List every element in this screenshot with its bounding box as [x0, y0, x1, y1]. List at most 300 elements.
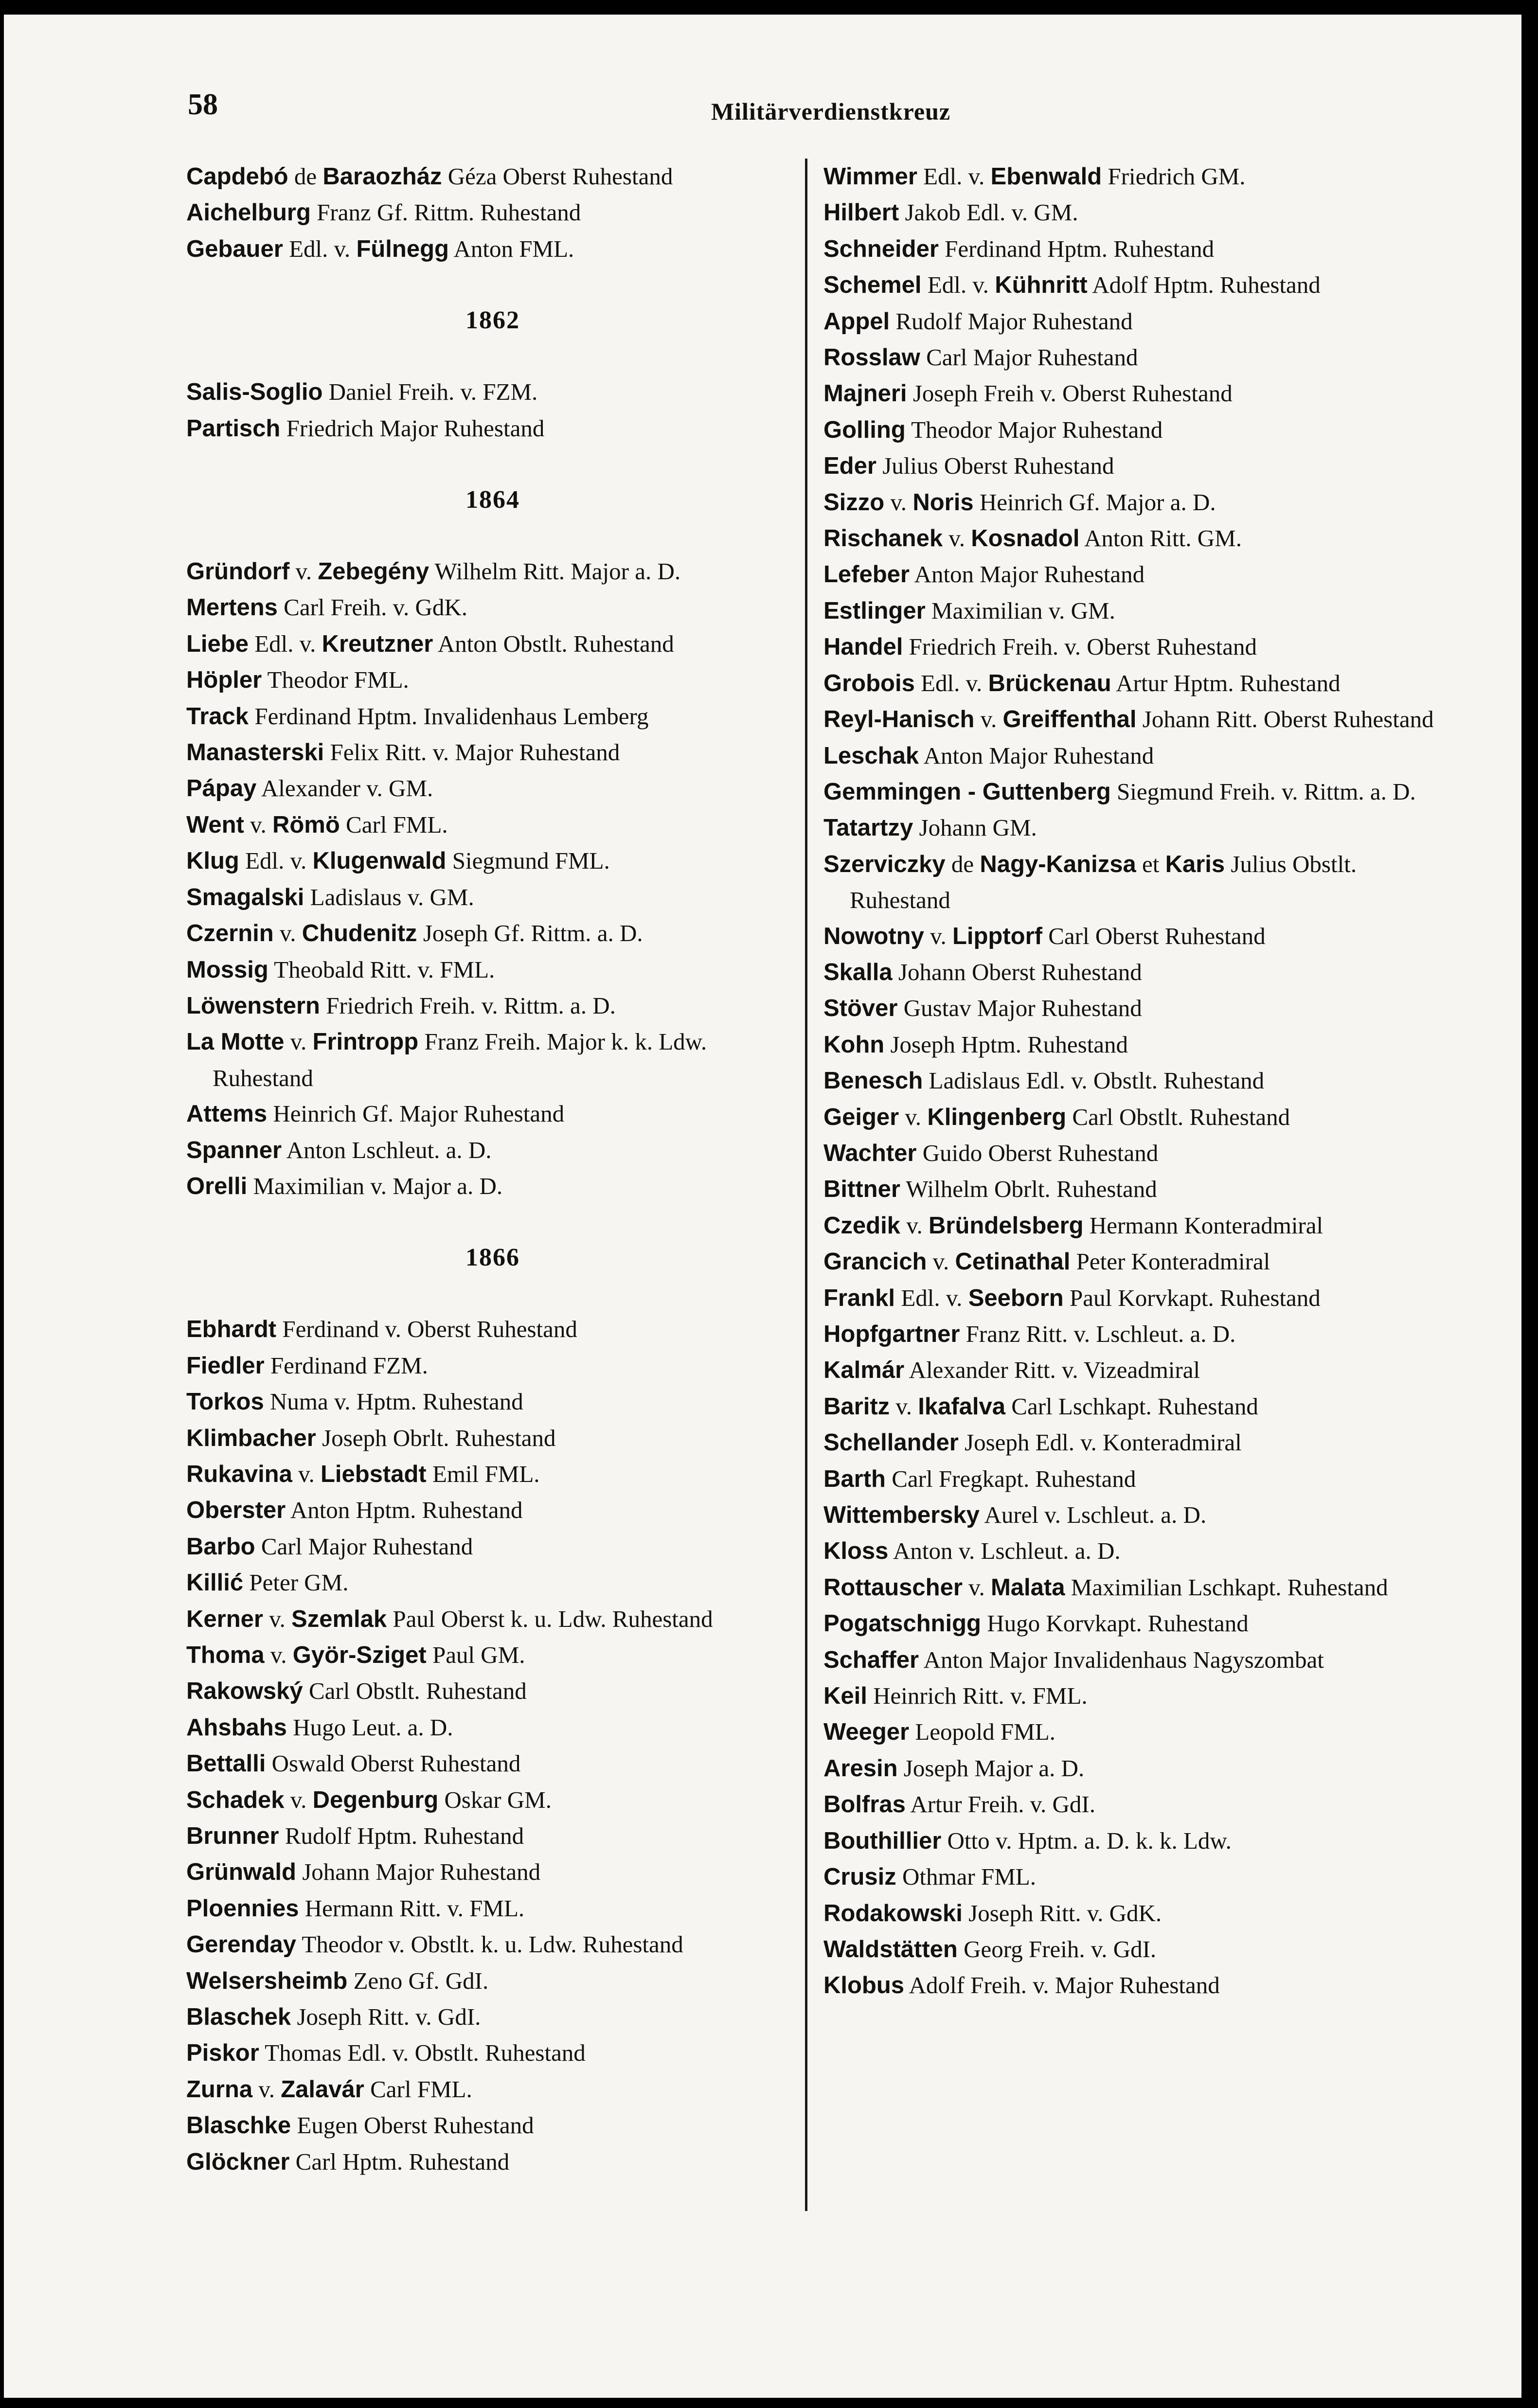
entry-text: Carl Hptm. Ruhestand: [289, 2148, 510, 2175]
entry-name: Wimmer: [823, 163, 917, 190]
list-entry: [823, 954, 1436, 990]
entry-name: Leschak: [823, 742, 919, 769]
list-entry: [823, 1859, 1436, 1895]
entry-name: Welsersheimb: [186, 1967, 348, 1994]
entry-text: Anton Ritt. GM.: [1079, 525, 1242, 552]
entry-name: Orelli: [186, 1173, 248, 1199]
entry-text: Rudolf Major Ruhestand: [890, 307, 1133, 335]
entry-text: Carl Oberst Ruhestand: [1042, 922, 1266, 949]
entry-text: v.: [252, 2075, 281, 2103]
entry-name: Baritz: [823, 1393, 890, 1420]
entry-text: Ladislaus Edl. v. Obstlt. Ruhestand: [923, 1067, 1265, 1094]
entry-name: Grünwald: [186, 1859, 296, 1886]
entry-text: v.: [264, 1641, 293, 1668]
list-entry: [823, 1099, 1436, 1135]
entry-text: Friedrich Freih. v. Oberst Ruhestand: [903, 633, 1257, 660]
list-entry: [823, 738, 1436, 774]
entry-name: Liebe: [186, 630, 249, 657]
list-entry: [823, 1063, 1436, 1099]
entry-name: Klimbacher: [186, 1425, 316, 1451]
list-entry: [186, 1746, 799, 1782]
entry-name-predicate: Noris: [912, 489, 974, 516]
list-entry: [823, 1895, 1436, 1931]
list-entry: [186, 1818, 799, 1854]
entry-name: Löwenstern: [186, 992, 320, 1019]
entry-text: Numa v. Hptm. Ruhestand: [264, 1388, 523, 1415]
entry-text: v.: [273, 920, 302, 947]
entry-name-predicate: Zalavár: [281, 2076, 364, 2103]
list-entry: [823, 629, 1436, 665]
entry-text: Adolf Freih. v. Major Ruhestand: [904, 1972, 1220, 1999]
entry-name: Czernin: [186, 920, 274, 947]
entry-text: Emil FML.: [426, 1460, 540, 1487]
entry-name: Attems: [186, 1101, 268, 1127]
entry-text: Heinrich Gf. Major a. D.: [973, 488, 1216, 516]
entry-name-predicate: Fülnegg: [356, 235, 449, 262]
entry-text: Edl. v.: [239, 847, 313, 874]
entry-text: Paul GM.: [426, 1641, 525, 1668]
entry-text: Edl. v.: [283, 235, 357, 262]
year-heading: 1866: [465, 1244, 520, 1272]
entry-text: Joseph Edl. v. Konteradmiral: [958, 1429, 1242, 1456]
entry-text: Leopold FML.: [909, 1718, 1055, 1746]
entry-text: Heinrich Gf. Major Ruhestand: [267, 1100, 565, 1127]
entry-text: Oswald Oberst Ruhestand: [266, 1750, 521, 1777]
entry-name: Kloss: [823, 1538, 889, 1565]
entry-name-predicate: Szemlak: [291, 1605, 387, 1632]
list-entry: [186, 1384, 799, 1420]
entry-name-predicate: Römö: [272, 811, 340, 838]
entry-text: v.: [962, 1573, 991, 1601]
entry-name-predicate: Kreutzner: [322, 630, 433, 657]
entry-name: Went: [186, 811, 244, 838]
entry-text: Peter GM.: [243, 1569, 349, 1596]
entry-name: Capdebó: [186, 163, 288, 190]
entry-text: v.: [974, 706, 1003, 733]
entry-text: v.: [292, 1460, 321, 1487]
list-entry: [186, 879, 799, 915]
list-entry: [823, 1389, 1436, 1425]
entry-name: Wachter: [823, 1140, 917, 1166]
entry-text: Hugo Korvkapt. Ruhestand: [981, 1610, 1249, 1637]
right-column: [823, 159, 1436, 2004]
entry-text: Theodor Major Ruhestand: [905, 416, 1163, 443]
entry-text: Anton v. Lschleut. a. D.: [888, 1537, 1121, 1565]
entry-text: Theodor FML.: [262, 666, 409, 694]
entry-text: Joseph Obrlt. Ruhestand: [316, 1424, 556, 1451]
entry-name: Majneri: [823, 380, 907, 407]
list-entry: [186, 1601, 799, 1637]
entry-text: Gustav Major Ruhestand: [897, 995, 1142, 1022]
list-entry: [823, 1425, 1436, 1461]
list-entry: [186, 2035, 799, 2071]
entry-text: Rudolf Hptm. Ruhestand: [279, 1822, 524, 1850]
entry-text: v.: [943, 525, 971, 552]
list-entry: [823, 520, 1436, 556]
entry-text: Wilhelm Ritt. Major a. D.: [429, 558, 681, 585]
entry-text: Jakob Edl. v. GM.: [899, 199, 1078, 226]
entry-name: Grobois: [823, 670, 915, 696]
entry-name: Mossig: [186, 956, 268, 983]
entry-name: Rosslaw: [823, 344, 920, 371]
entry-name: Track: [186, 703, 249, 730]
entry-text: Ladislaus v. GM.: [304, 883, 474, 910]
entry-name: Skalla: [823, 959, 893, 985]
entry-name-predicate: Klingenberg: [927, 1104, 1067, 1130]
entry-text: Edl. v.: [914, 669, 988, 696]
entry-name: Gebauer: [186, 235, 283, 262]
entry-name: Frankl: [823, 1284, 895, 1311]
list-entry: [823, 1135, 1436, 1171]
entry-text: v.: [899, 1103, 928, 1130]
list-entry: [186, 734, 799, 770]
entry-name: Stöver: [823, 995, 898, 1022]
entry-text: Joseph Major a. D.: [897, 1754, 1085, 1782]
entry-text: Anton FML.: [448, 235, 574, 262]
entry-name: Schemel: [823, 272, 922, 299]
entry-name: Kalmár: [823, 1357, 905, 1384]
entry-name: Thoma: [186, 1642, 265, 1668]
entry-name: Höpler: [186, 667, 262, 694]
entry-name-predicate: Degenburg: [312, 1786, 439, 1813]
entry-text: Adolf Hptm. Ruhestand: [1087, 271, 1321, 299]
list-entry: [823, 231, 1436, 267]
entry-text: Ferdinand v. Oberst Ruhestand: [276, 1316, 577, 1343]
entry-text: v.: [900, 1212, 929, 1239]
list-entry: [823, 1352, 1436, 1388]
entry-text: v.: [263, 1605, 292, 1632]
entry-text: Carl Obstlt. Ruhestand: [303, 1677, 527, 1705]
entry-text: Joseph Ritt. v. GdK.: [962, 1899, 1162, 1926]
list-entry: [823, 810, 1436, 846]
list-entry: [823, 1208, 1436, 1244]
entry-text: v.: [927, 1248, 955, 1275]
list-entry: [823, 1280, 1436, 1316]
entry-text: Anton Major Ruhestand: [910, 561, 1145, 588]
page-number: 58: [188, 88, 218, 121]
entry-name: Killić: [186, 1570, 244, 1596]
entry-text: Felix Ritt. v. Major Ruhestand: [324, 739, 620, 766]
entry-text: Maximilian v. GM.: [925, 597, 1115, 624]
entry-name-predicate: Kosnadol: [971, 525, 1080, 552]
list-entry: [186, 770, 799, 806]
list-entry: [823, 1750, 1436, 1786]
list-entry: [823, 556, 1436, 592]
entry-text: Johann Oberst Ruhestand: [892, 958, 1142, 985]
entry-text: Franz Freih. Major k. k. Ldw. Ruhestand: [213, 1028, 707, 1091]
entry-name: Sizzo: [823, 489, 885, 516]
entry-name: Ploennies: [186, 1895, 299, 1922]
entry-text: v.: [890, 1392, 918, 1420]
entry-text: Carl Lschkapt. Ruhestand: [1005, 1392, 1258, 1420]
entry-name: Aresin: [823, 1755, 898, 1782]
list-entry: [823, 412, 1436, 448]
entry-text: Maximilian Lschkapt. Ruhestand: [1065, 1573, 1388, 1601]
entry-name-predicate: Ebenwald: [990, 163, 1102, 190]
entry-name: Eder: [823, 453, 876, 480]
list-entry: [186, 1096, 799, 1132]
entry-name: Golling: [823, 416, 906, 443]
entry-name: Oberster: [186, 1497, 286, 1524]
entry-name: Spanner: [186, 1137, 282, 1163]
entry-text: Carl FML.: [340, 811, 448, 838]
entry-text: Joseph Gf. Rittm. a. D.: [417, 920, 643, 947]
entry-name: Salis-Soglio: [186, 379, 323, 406]
list-entry: [186, 1710, 799, 1746]
running-title: Militärverdienstkreuz: [711, 98, 951, 125]
entry-text: Franz Gf. Rittm. Ruhestand: [310, 199, 581, 226]
list-entry: [823, 1497, 1436, 1533]
entry-text: Anton Major Invalidenhaus Nagyszombat: [919, 1646, 1324, 1673]
list-entry: [186, 626, 799, 662]
year-heading: 1862: [465, 306, 520, 335]
entry-text: Siegmund FML.: [446, 847, 610, 874]
list-entry: [186, 1492, 799, 1528]
list-entry: [186, 1999, 799, 2035]
entry-name: Schadek: [186, 1786, 285, 1813]
list-entry: [186, 1168, 799, 1204]
list-entry: [186, 1782, 799, 1818]
entry-text: Carl Obstlt. Ruhestand: [1066, 1103, 1290, 1130]
entry-text: Hugo Leut. a. D.: [286, 1713, 453, 1741]
list-entry: [823, 1605, 1436, 1641]
list-entry: [823, 990, 1436, 1026]
entry-text: Hermann Ritt. v. FML.: [299, 1894, 525, 1922]
entry-name-predicate: Ikafalva: [918, 1393, 1006, 1420]
entry-text: Edl. v.: [921, 271, 995, 299]
list-entry: [186, 698, 799, 734]
list-entry: [823, 195, 1436, 231]
entry-text: Thomas Edl. v. Obstlt. Ruhestand: [259, 2039, 586, 2067]
list-entry: [186, 952, 799, 988]
list-entry: [186, 807, 799, 843]
entry-text: Julius Oberst Ruhestand: [876, 452, 1114, 480]
list-entry: [823, 1027, 1436, 1063]
list-entry: [823, 1678, 1436, 1714]
entry-text: Paul Korvkapt. Ruhestand: [1063, 1284, 1321, 1311]
entry-text: Wilhelm Obrlt. Ruhestand: [900, 1176, 1157, 1203]
entry-name-predicate: Zebegény: [318, 558, 429, 585]
list-entry: [823, 484, 1436, 520]
entry-text: Edl. v.: [917, 163, 991, 190]
entry-text: Joseph Hptm. Ruhestand: [884, 1031, 1128, 1058]
list-entry: [186, 1529, 799, 1565]
entry-text: Artur Hptm. Ruhestand: [1111, 669, 1341, 696]
list-entry: [186, 1348, 799, 1384]
entry-text: Anton Hptm. Ruhestand: [286, 1497, 523, 1524]
entry-name-predicate: Lipptorf: [952, 923, 1042, 949]
list-entry: [186, 988, 799, 1024]
book-page: [4, 15, 1521, 2398]
entry-name: Geiger: [823, 1104, 899, 1130]
list-entry: [186, 231, 799, 267]
entry-text: v.: [924, 922, 952, 949]
entry-text: Oskar GM.: [438, 1786, 552, 1813]
entry-name-predicate: Bründelsberg: [929, 1212, 1084, 1239]
entry-name: Schellander: [823, 1429, 959, 1456]
entry-name: Gemmingen - Guttenberg: [823, 778, 1111, 805]
entry-name: Zurna: [186, 2076, 253, 2103]
entry-name: Estlinger: [823, 597, 926, 624]
entry-name-predicate: Brückenau: [988, 670, 1111, 696]
list-entry: [823, 1931, 1436, 1967]
entry-text: Franz Ritt. v. Lschleut. a. D.: [960, 1320, 1236, 1347]
entry-text: Ferdinand Hptm. Ruhestand: [938, 235, 1215, 262]
list-entry: [823, 339, 1436, 375]
entry-text: de: [945, 850, 980, 877]
list-entry: [823, 1244, 1436, 1280]
entry-name: Piskor: [186, 2040, 259, 2067]
entry-text: Artur Freih. v. GdI.: [905, 1791, 1095, 1818]
entry-text: Joseph Freih v. Oberst Ruhestand: [907, 380, 1233, 407]
entry-text: Carl Freih. v. GdK.: [277, 594, 468, 621]
entry-text: Theodor v. Obstlt. k. u. Ldw. Ruhestand: [296, 1931, 683, 1958]
entry-name: Keil: [823, 1683, 867, 1710]
entry-text: Georg Freih. v. GdI.: [957, 1935, 1157, 1962]
entry-text: Siegmund Freih. v. Rittm. a. D.: [1110, 778, 1416, 805]
entry-name: La Motte: [186, 1029, 285, 1055]
entry-text: Friedrich GM.: [1102, 163, 1246, 190]
entry-text: Maximilian v. Major a. D.: [247, 1172, 503, 1199]
entry-name: Rischanek: [823, 525, 943, 552]
entry-name: Barth: [823, 1465, 886, 1492]
entry-name: Crusiz: [823, 1864, 896, 1891]
entry-name-predicate: Seeborn: [968, 1284, 1064, 1311]
entry-name: Ahsbahs: [186, 1714, 287, 1741]
entry-text: Carl FML.: [364, 2075, 472, 2103]
list-entry: [186, 553, 799, 589]
entry-text: Guido Oberst Ruhestand: [916, 1139, 1159, 1166]
list-entry: [823, 774, 1436, 810]
entry-text: v.: [284, 1028, 313, 1055]
entry-text: Johann Major Ruhestand: [296, 1858, 541, 1886]
list-entry: [186, 1456, 799, 1492]
list-entry: [186, 2107, 799, 2143]
entry-name: Reyl-Hanisch: [823, 706, 975, 733]
list-entry: [823, 593, 1436, 629]
entry-text: Carl Major Ruhestand: [255, 1533, 473, 1560]
list-entry: [186, 589, 799, 625]
entry-name: Weeger: [823, 1719, 910, 1746]
list-entry: [186, 374, 799, 410]
entry-text: de: [288, 163, 323, 190]
entry-name: Bettalli: [186, 1750, 266, 1777]
entry-name: Pápay: [186, 775, 257, 802]
entry-name: Bittner: [823, 1176, 900, 1203]
list-entry: [823, 1533, 1436, 1569]
entry-name: Hilbert: [823, 199, 899, 226]
entry-name-predicate: Chudenitz: [302, 920, 417, 947]
entry-name-predicate: Malata: [990, 1574, 1065, 1601]
entry-text: Friedrich Freih. v. Rittm. a. D.: [320, 992, 616, 1019]
entry-name-predicate: Baraozház: [322, 163, 442, 190]
entry-text: Carl Fregkapt. Ruhestand: [885, 1465, 1136, 1492]
entry-name-predicate: Cetinathal: [955, 1249, 1071, 1275]
entry-name: Glöckner: [186, 2148, 290, 2175]
entry-name: Grancich: [823, 1249, 927, 1275]
entry-name: Rakowský: [186, 1678, 303, 1705]
list-entry: [823, 1461, 1436, 1497]
entry-text: Géza Oberst Ruhestand: [442, 163, 673, 190]
entry-text: Aurel v. Lschleut. a. D.: [979, 1501, 1207, 1529]
entry-name-predicate: Nagy-Kanizsa: [980, 851, 1136, 877]
entry-name-predicate: Györ-Sziget: [292, 1642, 427, 1668]
entry-name: Aichelburg: [186, 199, 311, 226]
entry-name: Kohn: [823, 1031, 885, 1058]
entry-name: Waldstätten: [823, 1936, 958, 1962]
entry-name: Schneider: [823, 235, 939, 262]
entry-name: Rukavina: [186, 1461, 292, 1487]
entry-text: Daniel Freih. v. FZM.: [322, 378, 538, 406]
entry-text: Peter Konteradmiral: [1070, 1248, 1270, 1275]
list-entry: [823, 701, 1436, 737]
entry-name: Fiedler: [186, 1352, 265, 1379]
entry-name: Schaffer: [823, 1646, 919, 1673]
entry-text: Eugen Oberst Ruhestand: [291, 2112, 534, 2139]
entry-text: Ferdinand Hptm. Invalidenhaus Lemberg: [249, 702, 649, 730]
page-header: [4, 15, 1521, 125]
entry-text: Paul Oberst k. u. Ldw. Ruhestand: [387, 1605, 713, 1632]
entry-name: Mertens: [186, 594, 278, 621]
entry-text: v.: [284, 1786, 313, 1813]
entry-text: Julius Obstlt. Ruhestand: [850, 850, 1357, 914]
list-entry: [186, 2071, 799, 2107]
list-entry: [186, 1854, 799, 1890]
entry-name: Czedik: [823, 1212, 900, 1239]
entry-name: Benesch: [823, 1068, 923, 1094]
list-entry: [823, 303, 1436, 339]
entry-text: Anton Lschleut. a. D.: [282, 1136, 492, 1163]
list-entry: [186, 1673, 799, 1709]
entry-name-predicate: Liebstadt: [320, 1461, 427, 1487]
year-heading: 1864: [465, 486, 520, 514]
list-entry: [823, 375, 1436, 411]
entry-name: Blaschke: [186, 2112, 291, 2139]
list-entry: [186, 1311, 799, 1347]
list-entry: [823, 1642, 1436, 1678]
entry-name: Rottauscher: [823, 1574, 963, 1601]
entry-name-predicate: Klugenwald: [312, 848, 447, 874]
entry-name: Rodakowski: [823, 1900, 963, 1926]
entry-name: Wittembersky: [823, 1502, 980, 1529]
list-entry: [823, 159, 1436, 195]
entry-text: Anton Major Ruhestand: [919, 742, 1154, 769]
list-entry: [186, 2144, 799, 2180]
entry-name: Szerviczky: [823, 851, 946, 877]
entry-name: Partisch: [186, 415, 281, 442]
entry-text: Alexander v. GM.: [256, 775, 433, 802]
entry-text: Edl. v.: [895, 1284, 968, 1311]
list-entry: [823, 1714, 1436, 1750]
column-divider: [805, 159, 807, 2211]
entry-name: Appel: [823, 308, 890, 335]
entry-name: Gründorf: [186, 558, 290, 585]
entry-name: Brunner: [186, 1823, 279, 1850]
entry-text: Johann GM.: [913, 814, 1037, 841]
entry-name: Kerner: [186, 1605, 263, 1632]
list-entry: [186, 1132, 799, 1168]
list-entry: [823, 918, 1436, 954]
list-entry: [186, 1024, 799, 1096]
list-entry: [186, 1565, 799, 1601]
entry-name: Klug: [186, 848, 239, 874]
entry-name: Smagalski: [186, 884, 304, 910]
entry-text: Hermann Konteradmiral: [1083, 1212, 1323, 1239]
entry-text: Anton Obstlt. Ruhestand: [433, 630, 674, 657]
entry-text: Zeno Gf. GdI.: [347, 1967, 489, 1994]
list-entry: [186, 843, 799, 879]
entry-name: Bouthillier: [823, 1827, 942, 1854]
